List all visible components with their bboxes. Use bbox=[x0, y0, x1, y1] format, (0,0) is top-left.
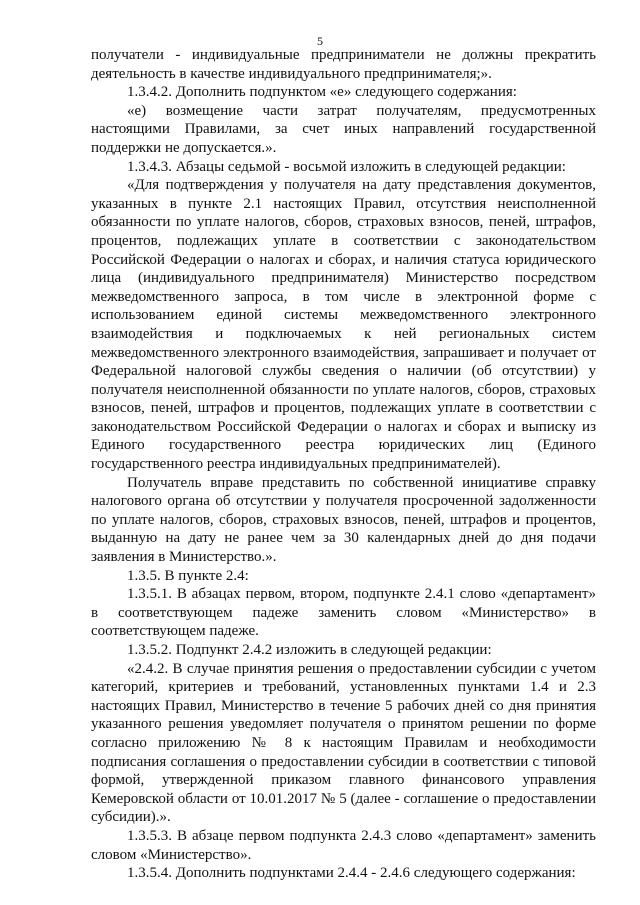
paragraph: «Для подтверждения у получателя на дату представления документов, указанных в пункте 2.1 настоящих Правил, отсутствия неисполненной обязанности по уплате налогов, сборов, страховых взносов, пеней, штрафов, процентов, подлежащих уплате в соответствии с законодательством Российской Федерации о налогах и сборах, и наличия статуса юридического лица (индивидуального предпринимателя) Министерство посредством межведомственного запроса, в том числе в электронной форме с использованием единой системы межведомственного электронного взаимодействия и подключаемых к ней региональных систем межведомственного электронного взаимодействия, запрашивает и получает от Федеральной налоговой службы сведения о наличии (об отсутствии) у получателя неисполненной обязанности по уплате налогов, сборов, страховых взносов, пеней, штрафов и процентов, подлежащих уплате в соответствии с законодательством Российской Федерации о налогах и сборах и выписку из Единого государственного реестра юридических лиц (Единого государственного реестра индивидуальных предпринимателей). bbox=[91, 177, 596, 473]
paragraph: 1.3.5.4. Дополнить подпунктами 2.4.4 - 2.4.6 следующего содержания: bbox=[127, 865, 576, 882]
paragraph: «е) возмещение части затрат получателям, предусмотренных настоящими Правилами, за счет иных направлений государственной поддержки не допускается.». bbox=[91, 102, 596, 156]
paragraph: 1.3.5.3. В абзаце первом подпункта 2.4.3 слово «департамент» заменить словом «Министерство». bbox=[91, 827, 596, 863]
paragraph: 1.3.5.2. Подпункт 2.4.2 изложить в следующей редакции: bbox=[127, 642, 492, 658]
paragraph: 1.3.5.1. В абзацах первом, втором, подпункте 2.4.1 слово «департамент» в соответствующем падеже заменить словом «Министерство» в соответствующем падеже. bbox=[91, 586, 596, 640]
document-body bbox=[91, 46, 596, 883]
paragraph: получатели - индивидуальные предприниматели не должны прекратить деятельность в качестве индивидуального предпринимателя;». bbox=[91, 47, 596, 82]
page-number: 5 bbox=[317, 34, 323, 48]
paragraph: 1.3.5. В пункте 2.4: bbox=[127, 567, 249, 584]
paragraph: 1.3.4.3. Абзацы седьмой - восьмой изложить в следующей редакции: bbox=[127, 158, 566, 175]
paragraph: «2.4.2. В случае принятия решения о предоставлении субсидии с учетом категорий, критериев и требований, установленных пунктами 1.4 и 2.3 настоящих Правил, Министерство в течение 5 рабочих дней со дня принятия указанного решения уведомляет получателя о принятом решении по форме согласно приложению № 8 к настоящим Правилам и необходимости подписания соглашения о предоставлении субсидии в соответствии с типовой формой, утвержденной приказом главного финансового управления Кемеровской области от 10.01.2017 № 5 (далее - соглашение о предоставлении субсидии).». bbox=[91, 660, 596, 826]
paragraph: Получатель вправе представить по собственной инициативе справку налогового органа об отсутствии у получателя просроченной задолженности по уплате налогов, сборов, страховых взносов, пеней, штрафов и процентов, выданную на дату не ранее чем за 30 календарных дней до дня подачи заявления в Министерство.». bbox=[91, 474, 596, 566]
paragraph: 1.3.4.2. Дополнить подпунктом «е» следующего содержания: bbox=[127, 84, 517, 101]
